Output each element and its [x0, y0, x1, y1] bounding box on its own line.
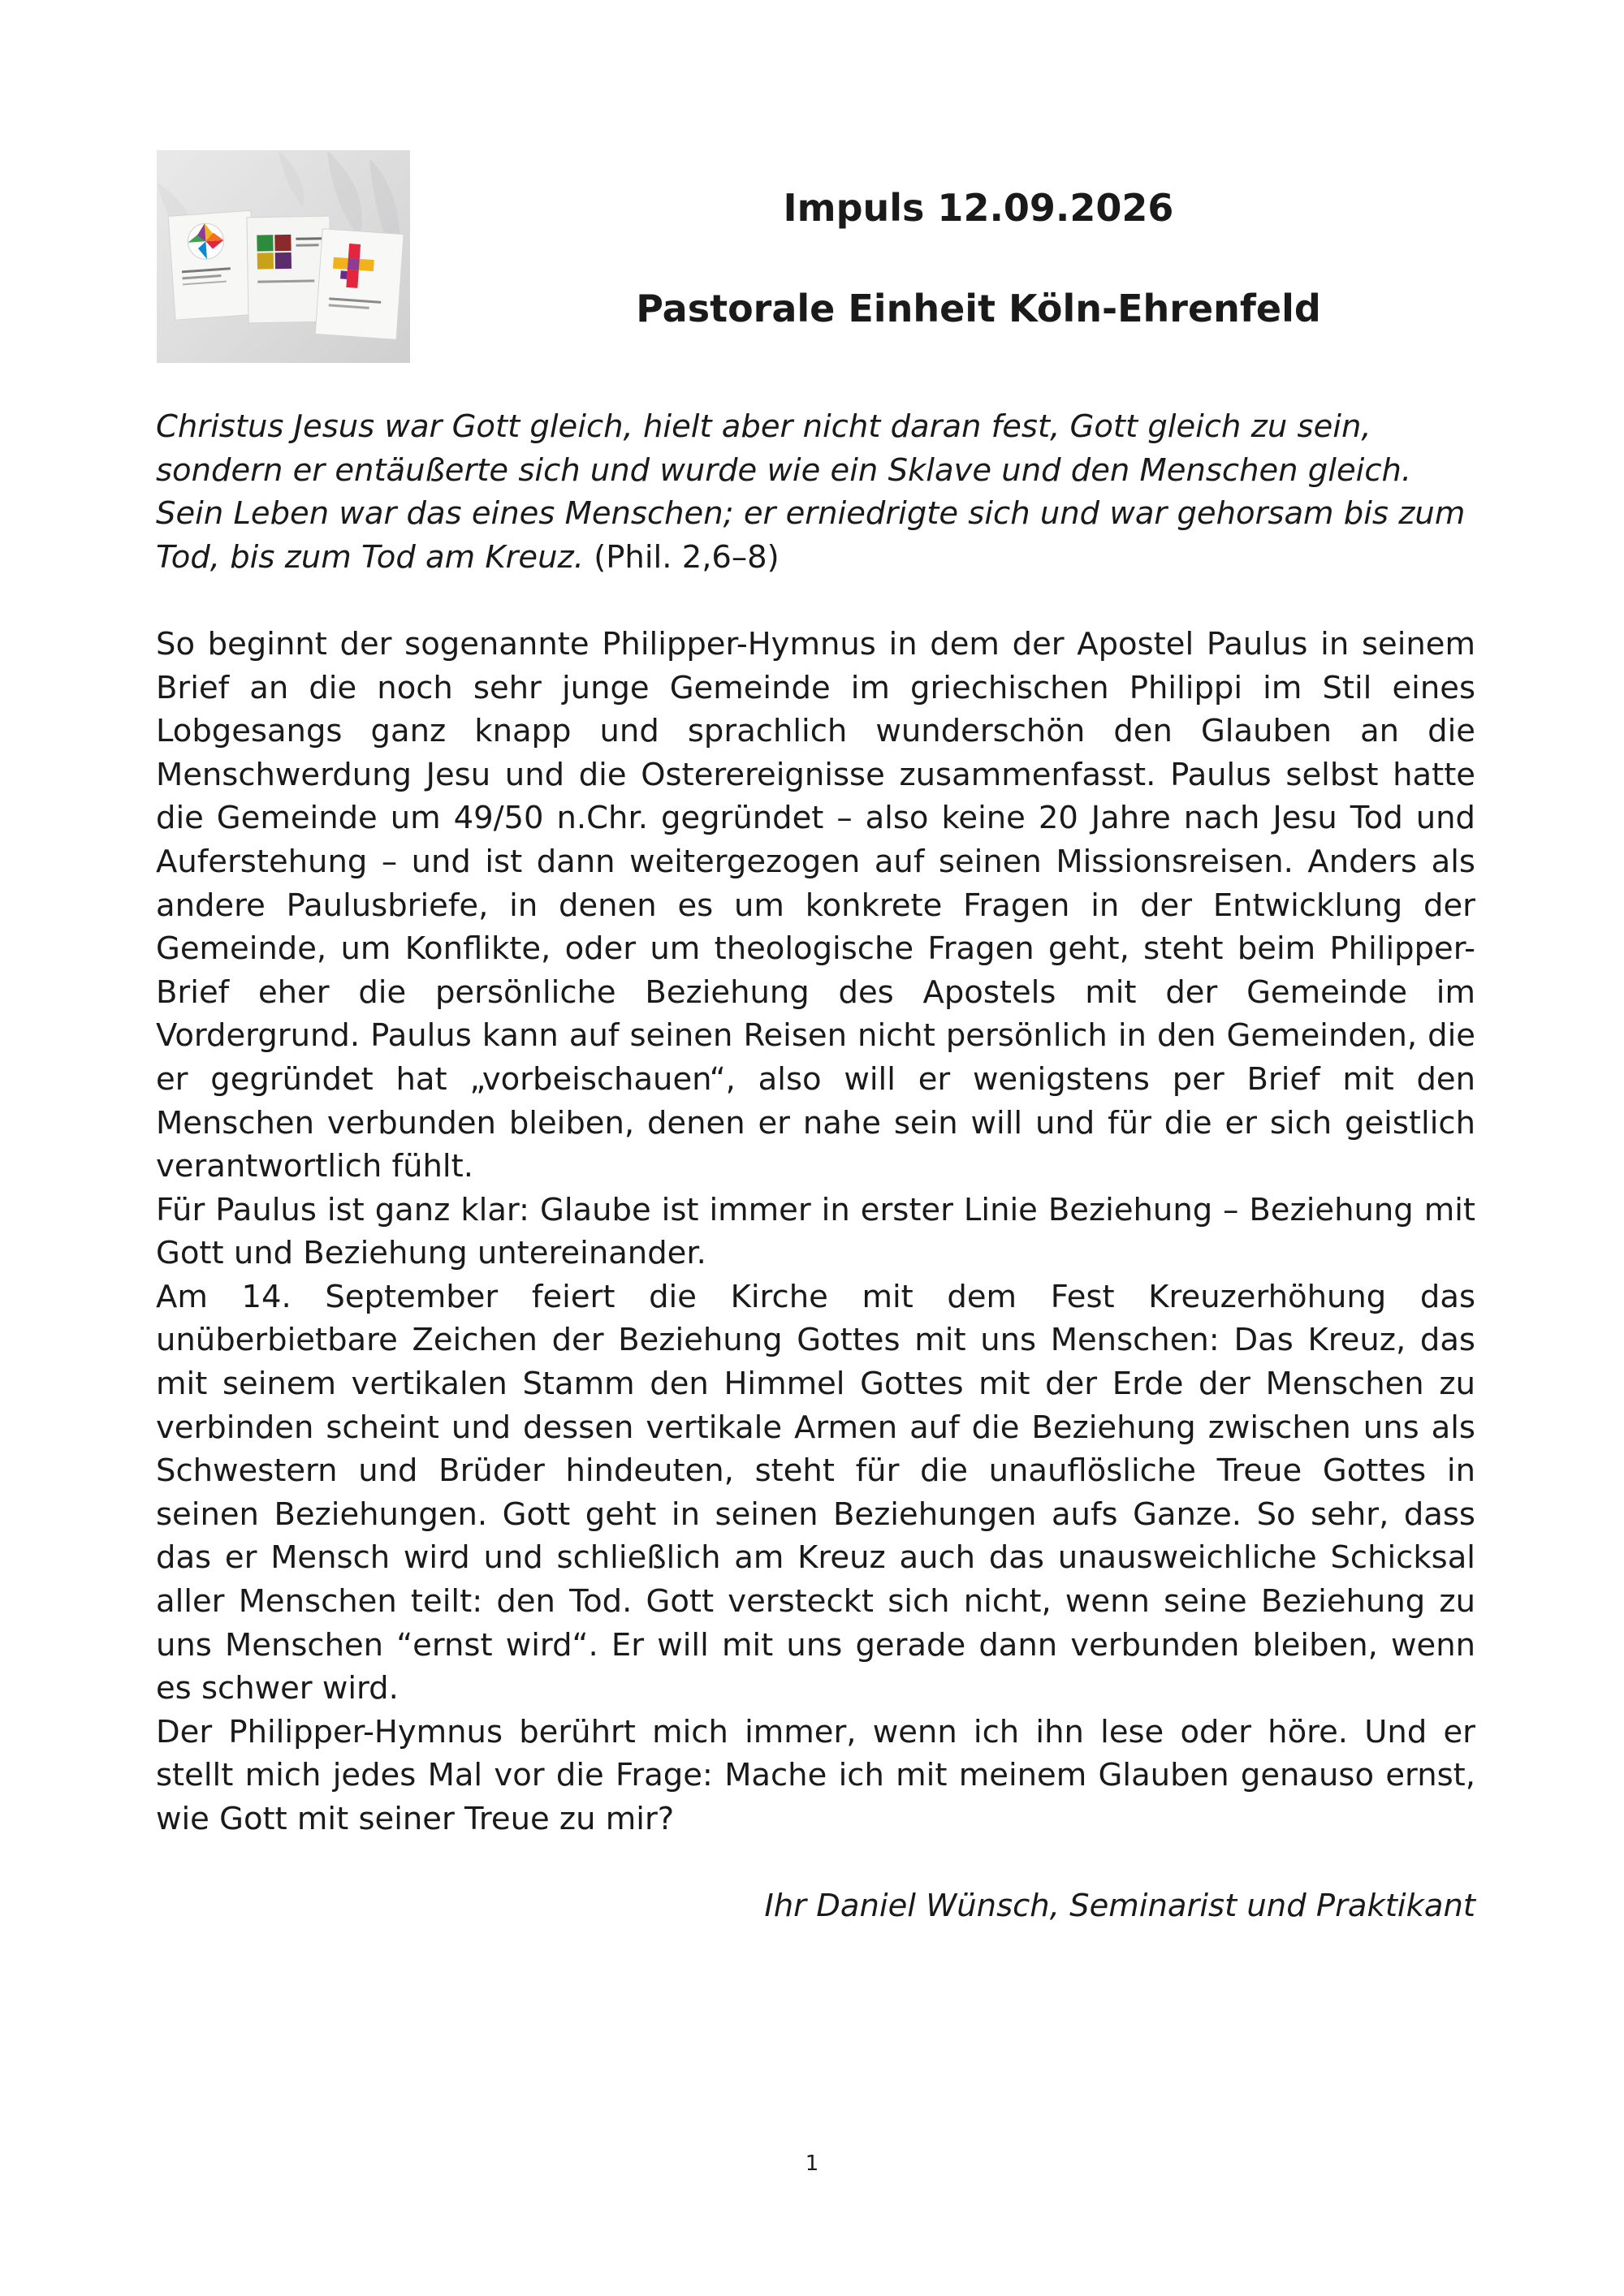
page-title: Impuls 12.09.2026	[783, 186, 1174, 230]
page-number: 1	[805, 2151, 819, 2176]
body-paragraph: So beginnt der sogenannte Philipper-Hymnus in dem der Apostel Paulus in seinem Brief an die noch sehr junge Gemeinde im griechischen Philippi im Stil eines Lobgesangs ganz knapp und sprachlich wunderschön den Glauben an die Menschwerdung Jesu und die Osterereignisse zusammenfasst. Paulus selbst hatte die Gemeinde um 49/50 n.Chr. gegründet – also keine 20 Jahre nach Jesu Tod und Auferstehung – und ist dann weitergezogen auf seinen Missionsreisen. Anders als andere Paulusbriefe, in denen es um konkrete Fragen in der Entwicklung der Gemeinde, um Konflikte, oder um theologische Fragen geht, steht beim Philipper-Brief eher die persönliche Beziehung des Apostels mit der Gemeinde im Vordergrund. Paulus kann auf seinen Reisen nicht persönlich in den Gemeinden, die er gegründet hat „vorbeischauen“, also will er wenigstens per Brief mit den Menschen verbunden bleiben, denen er nahe sein will und für die er sich geistlich verantwortlich fühlt.	[156, 625, 1475, 1185]
body-paragraph: Für Paulus ist ganz klar: Glaube ist immer in erster Linie Beziehung – Beziehung mit Gott und Beziehung untereinander.	[156, 1191, 1475, 1272]
signature: Ihr Daniel Wünsch, Seminarist und Praktikant	[764, 1888, 1475, 1925]
page-subtitle: Pastorale Einheit Köln-Ehrenfeld	[636, 287, 1321, 330]
body-paragraph: Am 14. September feiert die Kirche mit dem Fest Kreuzerhöhung das unüberbietbare Zeichen der Beziehung Gottes mit uns Menschen: Das Kreuz, das mit seinem vertikalen Stamm den Himmel Gottes mit der Erde der Menschen zu verbinden scheint und dessen vertikale Armen auf die Beziehung zwischen uns als Schwestern und Brüder hindeuten, steht für die unauflösliche Treue Gottes in seinen Beziehungen. Gott geht in seinen Beziehungen aufs Ganze. So sehr, dass das er Mensch wird und schließlich am Kreuz auch das unausweichliche Schicksal aller Menschen teilt: den Tod. Gott versteckt sich nicht, wenn seine Beziehung zu uns Menschen “ernst wird“. Er will mit uns gerade dann verbunden bleiben, wenn es schwer wird.	[156, 1278, 1475, 1707]
body-text	[156, 623, 1475, 1841]
title-block	[455, 183, 1502, 334]
body-paragraph: Der Philipper-Hymnus berührt mich immer, wenn ich ihn lese oder höre. Und er stellt mich jedes Mal vor die Frage: Mache ich mit meinem Glauben genauso ernst, wie Gott mit seiner Treue zu mir?	[156, 1713, 1475, 1837]
scripture-quote	[156, 405, 1475, 579]
quote-text: Christus Jesus war Gott gleich, hielt aber nicht daran fest, Gott gleich zu sein, sondern er entäußerte sich und wurde wie ein Sklave und den Menschen gleich. Sein Leben war das eines Menschen; er erniedrigte sich und war gehorsam bis zum Tod, bis zum Tod am Kreuz.	[156, 408, 1466, 576]
main-content	[156, 405, 1475, 1928]
brochure-stack-image	[157, 150, 410, 363]
quote-reference: (Phil. 2,6–8)	[583, 538, 780, 576]
